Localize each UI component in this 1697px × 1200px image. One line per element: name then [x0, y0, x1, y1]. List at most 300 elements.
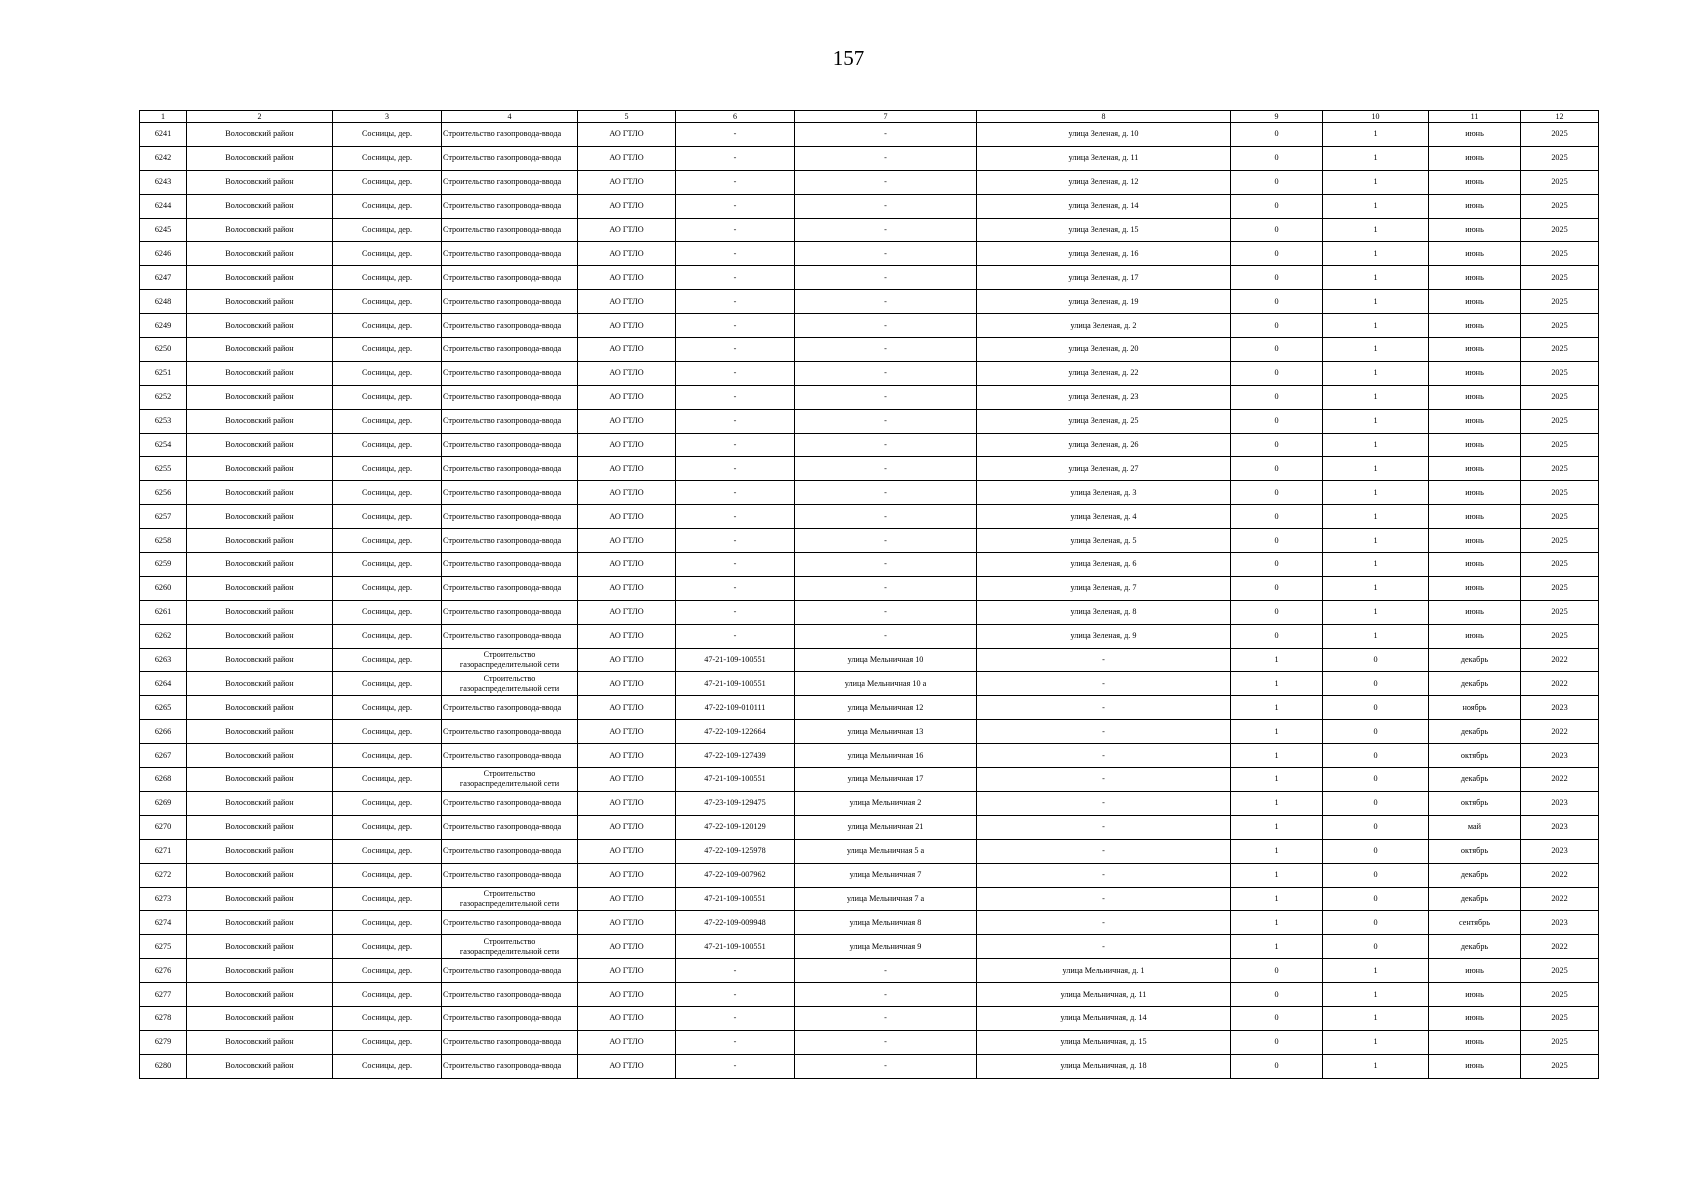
- value-9-cell: 0: [1231, 433, 1323, 457]
- organization-cell: АО ГТЛО: [578, 338, 676, 362]
- value-9-cell: 1: [1231, 815, 1323, 839]
- table-row: [140, 768, 1599, 792]
- organization-cell: АО ГТЛО: [578, 696, 676, 720]
- address-cell: улица Мельничная 12: [795, 696, 977, 720]
- organization-cell: АО ГТЛО: [578, 815, 676, 839]
- settlement-cell: Сосницы, дер.: [333, 839, 442, 863]
- settlement-cell: Сосницы, дер.: [333, 959, 442, 983]
- settlement-cell: Сосницы, дер.: [333, 696, 442, 720]
- table-row: [140, 433, 1599, 457]
- work-type-cell: Строительство газопровода-ввода: [442, 123, 578, 147]
- organization-cell: АО ГТЛО: [578, 457, 676, 481]
- value-9-cell: 0: [1231, 624, 1323, 648]
- district-cell: Волосовский район: [187, 529, 333, 553]
- settlement-cell: Сосницы, дер.: [333, 744, 442, 768]
- settlement-cell: Сосницы, дер.: [333, 361, 442, 385]
- value-10-cell: 1: [1323, 983, 1429, 1007]
- address-cell: улица Мельничная 8: [795, 911, 977, 935]
- value-10-cell: 0: [1323, 672, 1429, 696]
- month-cell: июнь: [1429, 624, 1521, 648]
- month-cell: июнь: [1429, 170, 1521, 194]
- address-cell: -: [795, 266, 977, 290]
- district-cell: Волосовский район: [187, 791, 333, 815]
- row-number-cell: 6269: [140, 791, 187, 815]
- year-cell: 2025: [1521, 194, 1599, 218]
- object-address-cell: улица Зеленая, д. 8: [977, 600, 1231, 624]
- month-cell: июнь: [1429, 266, 1521, 290]
- table-row: [140, 218, 1599, 242]
- contract-number-cell: -: [676, 529, 795, 553]
- row-number-cell: 6258: [140, 529, 187, 553]
- value-9-cell: 1: [1231, 791, 1323, 815]
- organization-cell: АО ГТЛО: [578, 170, 676, 194]
- table-row: [140, 576, 1599, 600]
- object-address-cell: улица Зеленая, д. 20: [977, 338, 1231, 362]
- year-cell: 2025: [1521, 123, 1599, 147]
- address-cell: -: [795, 983, 977, 1007]
- settlement-cell: Сосницы, дер.: [333, 791, 442, 815]
- month-cell: июнь: [1429, 338, 1521, 362]
- district-cell: Волосовский район: [187, 218, 333, 242]
- contract-number-cell: 47-21-109-100551: [676, 672, 795, 696]
- district-cell: Волосовский район: [187, 576, 333, 600]
- work-type-cell: Строительство газораспределительной сети: [442, 935, 578, 959]
- value-10-cell: 1: [1323, 553, 1429, 577]
- value-10-cell: 1: [1323, 505, 1429, 529]
- value-9-cell: 0: [1231, 553, 1323, 577]
- settlement-cell: Сосницы, дер.: [333, 863, 442, 887]
- value-10-cell: 1: [1323, 146, 1429, 170]
- row-number-cell: 6241: [140, 123, 187, 147]
- value-10-cell: 1: [1323, 1006, 1429, 1030]
- settlement-cell: Сосницы, дер.: [333, 242, 442, 266]
- district-cell: Волосовский район: [187, 863, 333, 887]
- settlement-cell: Сосницы, дер.: [333, 1006, 442, 1030]
- month-cell: декабрь: [1429, 768, 1521, 792]
- contract-number-cell: 47-22-109-007962: [676, 863, 795, 887]
- value-10-cell: 0: [1323, 648, 1429, 672]
- work-type-cell: Строительство газораспределительной сети: [442, 768, 578, 792]
- district-cell: Волосовский район: [187, 935, 333, 959]
- address-cell: -: [795, 1054, 977, 1078]
- value-10-cell: 0: [1323, 744, 1429, 768]
- address-cell: -: [795, 959, 977, 983]
- contract-number-cell: 47-22-109-125978: [676, 839, 795, 863]
- address-cell: -: [795, 600, 977, 624]
- value-9-cell: 0: [1231, 385, 1323, 409]
- row-number-cell: 6271: [140, 839, 187, 863]
- row-number-cell: 6265: [140, 696, 187, 720]
- district-cell: Волосовский район: [187, 696, 333, 720]
- object-address-cell: -: [977, 720, 1231, 744]
- table-row: [140, 457, 1599, 481]
- table-row: [140, 505, 1599, 529]
- contract-number-cell: 47-22-109-009948: [676, 911, 795, 935]
- organization-cell: АО ГТЛО: [578, 1030, 676, 1054]
- month-cell: октябрь: [1429, 791, 1521, 815]
- value-10-cell: 0: [1323, 887, 1429, 911]
- object-address-cell: улица Зеленая, д. 11: [977, 146, 1231, 170]
- year-cell: 2022: [1521, 672, 1599, 696]
- settlement-cell: Сосницы, дер.: [333, 529, 442, 553]
- value-9-cell: 0: [1231, 505, 1323, 529]
- object-address-cell: улица Зеленая, д. 9: [977, 624, 1231, 648]
- year-cell: 2025: [1521, 457, 1599, 481]
- month-cell: июнь: [1429, 409, 1521, 433]
- organization-cell: АО ГТЛО: [578, 863, 676, 887]
- settlement-cell: Сосницы, дер.: [333, 338, 442, 362]
- contract-number-cell: -: [676, 600, 795, 624]
- month-cell: июнь: [1429, 983, 1521, 1007]
- row-number-cell: 6246: [140, 242, 187, 266]
- district-cell: Волосовский район: [187, 505, 333, 529]
- value-9-cell: 1: [1231, 887, 1323, 911]
- district-cell: Волосовский район: [187, 170, 333, 194]
- organization-cell: АО ГТЛО: [578, 983, 676, 1007]
- year-cell: 2023: [1521, 791, 1599, 815]
- contract-number-cell: 47-21-109-100551: [676, 768, 795, 792]
- work-type-cell: Строительство газопровода-ввода: [442, 146, 578, 170]
- table-row: [140, 242, 1599, 266]
- row-number-cell: 6249: [140, 314, 187, 338]
- work-type-cell: Строительство газопровода-ввода: [442, 911, 578, 935]
- month-cell: июнь: [1429, 457, 1521, 481]
- district-cell: Волосовский район: [187, 433, 333, 457]
- district-cell: Волосовский район: [187, 266, 333, 290]
- year-cell: 2025: [1521, 576, 1599, 600]
- row-number-cell: 6259: [140, 553, 187, 577]
- organization-cell: АО ГТЛО: [578, 218, 676, 242]
- row-number-cell: 6261: [140, 600, 187, 624]
- month-cell: декабрь: [1429, 935, 1521, 959]
- value-10-cell: 0: [1323, 863, 1429, 887]
- settlement-cell: Сосницы, дер.: [333, 1054, 442, 1078]
- settlement-cell: Сосницы, дер.: [333, 409, 442, 433]
- district-cell: Волосовский район: [187, 768, 333, 792]
- value-9-cell: 0: [1231, 600, 1323, 624]
- address-cell: -: [795, 385, 977, 409]
- district-cell: Волосовский район: [187, 242, 333, 266]
- contract-number-cell: -: [676, 457, 795, 481]
- object-address-cell: улица Зеленая, д. 16: [977, 242, 1231, 266]
- table-row: [140, 314, 1599, 338]
- district-cell: Волосовский район: [187, 648, 333, 672]
- value-10-cell: 1: [1323, 123, 1429, 147]
- table-row: [140, 959, 1599, 983]
- district-cell: Волосовский район: [187, 815, 333, 839]
- row-number-cell: 6260: [140, 576, 187, 600]
- settlement-cell: Сосницы, дер.: [333, 385, 442, 409]
- column-header-8: 8: [977, 111, 1231, 123]
- address-cell: -: [795, 290, 977, 314]
- month-cell: май: [1429, 815, 1521, 839]
- table-row: [140, 696, 1599, 720]
- object-address-cell: -: [977, 696, 1231, 720]
- value-10-cell: 0: [1323, 815, 1429, 839]
- address-cell: улица Мельничная 21: [795, 815, 977, 839]
- column-header-6: 6: [676, 111, 795, 123]
- value-9-cell: 0: [1231, 457, 1323, 481]
- year-cell: 2025: [1521, 242, 1599, 266]
- gas-connection-table: [139, 110, 1599, 1079]
- settlement-cell: Сосницы, дер.: [333, 935, 442, 959]
- settlement-cell: Сосницы, дер.: [333, 887, 442, 911]
- object-address-cell: -: [977, 744, 1231, 768]
- column-header-4: 4: [442, 111, 578, 123]
- table-row: [140, 791, 1599, 815]
- district-cell: Волосовский район: [187, 146, 333, 170]
- district-cell: Волосовский район: [187, 600, 333, 624]
- year-cell: 2025: [1521, 1030, 1599, 1054]
- contract-number-cell: -: [676, 123, 795, 147]
- value-10-cell: 1: [1323, 170, 1429, 194]
- value-9-cell: 0: [1231, 338, 1323, 362]
- table-row: [140, 911, 1599, 935]
- row-number-cell: 6247: [140, 266, 187, 290]
- district-cell: Волосовский район: [187, 409, 333, 433]
- month-cell: июнь: [1429, 290, 1521, 314]
- object-address-cell: улица Зеленая, д. 19: [977, 290, 1231, 314]
- table-row: [140, 290, 1599, 314]
- address-cell: улица Мельничная 10 а: [795, 672, 977, 696]
- object-address-cell: улица Зеленая, д. 3: [977, 481, 1231, 505]
- organization-cell: АО ГТЛО: [578, 576, 676, 600]
- value-10-cell: 1: [1323, 959, 1429, 983]
- address-cell: -: [795, 146, 977, 170]
- table-row: [140, 481, 1599, 505]
- object-address-cell: улица Зеленая, д. 26: [977, 433, 1231, 457]
- month-cell: декабрь: [1429, 720, 1521, 744]
- table-row: [140, 600, 1599, 624]
- organization-cell: АО ГТЛО: [578, 768, 676, 792]
- district-cell: Волосовский район: [187, 338, 333, 362]
- value-9-cell: 1: [1231, 648, 1323, 672]
- settlement-cell: Сосницы, дер.: [333, 505, 442, 529]
- contract-number-cell: -: [676, 338, 795, 362]
- row-number-cell: 6262: [140, 624, 187, 648]
- object-address-cell: -: [977, 791, 1231, 815]
- contract-number-cell: -: [676, 361, 795, 385]
- row-number-cell: 6277: [140, 983, 187, 1007]
- row-number-cell: 6254: [140, 433, 187, 457]
- work-type-cell: Строительство газопровода-ввода: [442, 314, 578, 338]
- value-9-cell: 0: [1231, 983, 1323, 1007]
- year-cell: 2022: [1521, 768, 1599, 792]
- value-10-cell: 0: [1323, 911, 1429, 935]
- row-number-cell: 6280: [140, 1054, 187, 1078]
- address-cell: -: [795, 624, 977, 648]
- organization-cell: АО ГТЛО: [578, 600, 676, 624]
- settlement-cell: Сосницы, дер.: [333, 194, 442, 218]
- work-type-cell: Строительство газопровода-ввода: [442, 433, 578, 457]
- contract-number-cell: -: [676, 385, 795, 409]
- settlement-cell: Сосницы, дер.: [333, 672, 442, 696]
- value-9-cell: 0: [1231, 146, 1323, 170]
- value-10-cell: 1: [1323, 1030, 1429, 1054]
- table-row: [140, 338, 1599, 362]
- address-cell: -: [795, 457, 977, 481]
- year-cell: 2025: [1521, 385, 1599, 409]
- year-cell: 2025: [1521, 553, 1599, 577]
- address-cell: -: [795, 123, 977, 147]
- value-10-cell: 1: [1323, 409, 1429, 433]
- column-header-11: 11: [1429, 111, 1521, 123]
- value-10-cell: 1: [1323, 529, 1429, 553]
- work-type-cell: Строительство газопровода-ввода: [442, 290, 578, 314]
- object-address-cell: улица Зеленая, д. 4: [977, 505, 1231, 529]
- year-cell: 2025: [1521, 529, 1599, 553]
- year-cell: 2025: [1521, 266, 1599, 290]
- organization-cell: АО ГТЛО: [578, 839, 676, 863]
- row-number-cell: 6250: [140, 338, 187, 362]
- value-10-cell: 1: [1323, 194, 1429, 218]
- table-row: [140, 361, 1599, 385]
- row-number-cell: 6279: [140, 1030, 187, 1054]
- district-cell: Волосовский район: [187, 744, 333, 768]
- district-cell: Волосовский район: [187, 385, 333, 409]
- contract-number-cell: -: [676, 170, 795, 194]
- value-9-cell: 0: [1231, 1006, 1323, 1030]
- address-cell: -: [795, 1006, 977, 1030]
- year-cell: 2022: [1521, 648, 1599, 672]
- table-row: [140, 815, 1599, 839]
- district-cell: Волосовский район: [187, 720, 333, 744]
- organization-cell: АО ГТЛО: [578, 146, 676, 170]
- year-cell: 2022: [1521, 863, 1599, 887]
- value-9-cell: 0: [1231, 481, 1323, 505]
- address-cell: -: [795, 481, 977, 505]
- year-cell: 2025: [1521, 983, 1599, 1007]
- settlement-cell: Сосницы, дер.: [333, 314, 442, 338]
- contract-number-cell: 47-21-109-100551: [676, 887, 795, 911]
- table-row: [140, 983, 1599, 1007]
- table-row: [140, 409, 1599, 433]
- value-9-cell: 0: [1231, 194, 1323, 218]
- address-cell: -: [795, 242, 977, 266]
- address-cell: -: [795, 314, 977, 338]
- district-cell: Волосовский район: [187, 1030, 333, 1054]
- object-address-cell: -: [977, 887, 1231, 911]
- organization-cell: АО ГТЛО: [578, 505, 676, 529]
- year-cell: 2022: [1521, 720, 1599, 744]
- month-cell: сентябрь: [1429, 911, 1521, 935]
- month-cell: июнь: [1429, 242, 1521, 266]
- object-address-cell: улица Зеленая, д. 27: [977, 457, 1231, 481]
- year-cell: 2025: [1521, 170, 1599, 194]
- address-cell: улица Мельничная 17: [795, 768, 977, 792]
- object-address-cell: улица Зеленая, д. 2: [977, 314, 1231, 338]
- address-cell: -: [795, 576, 977, 600]
- row-number-cell: 6243: [140, 170, 187, 194]
- month-cell: декабрь: [1429, 863, 1521, 887]
- value-9-cell: 0: [1231, 576, 1323, 600]
- row-number-cell: 6276: [140, 959, 187, 983]
- value-10-cell: 1: [1323, 1054, 1429, 1078]
- value-9-cell: 1: [1231, 863, 1323, 887]
- table-row: [140, 123, 1599, 147]
- year-cell: 2025: [1521, 361, 1599, 385]
- work-type-cell: Строительство газопровода-ввода: [442, 457, 578, 481]
- month-cell: июнь: [1429, 433, 1521, 457]
- object-address-cell: -: [977, 839, 1231, 863]
- district-cell: Волосовский район: [187, 839, 333, 863]
- year-cell: 2025: [1521, 600, 1599, 624]
- contract-number-cell: -: [676, 194, 795, 218]
- row-number-cell: 6248: [140, 290, 187, 314]
- organization-cell: АО ГТЛО: [578, 911, 676, 935]
- month-cell: июнь: [1429, 385, 1521, 409]
- work-type-cell: Строительство газопровода-ввода: [442, 959, 578, 983]
- value-9-cell: 0: [1231, 290, 1323, 314]
- contract-number-cell: -: [676, 146, 795, 170]
- value-10-cell: 1: [1323, 361, 1429, 385]
- page-number: 157: [832, 46, 865, 70]
- organization-cell: АО ГТЛО: [578, 242, 676, 266]
- row-number-cell: 6253: [140, 409, 187, 433]
- value-10-cell: 0: [1323, 791, 1429, 815]
- object-address-cell: улица Мельничная, д. 14: [977, 1006, 1231, 1030]
- object-address-cell: улица Мельничная, д. 15: [977, 1030, 1231, 1054]
- row-number-cell: 6264: [140, 672, 187, 696]
- row-number-cell: 6275: [140, 935, 187, 959]
- month-cell: июнь: [1429, 600, 1521, 624]
- value-9-cell: 0: [1231, 123, 1323, 147]
- address-cell: улица Мельничная 16: [795, 744, 977, 768]
- month-cell: июнь: [1429, 576, 1521, 600]
- organization-cell: АО ГТЛО: [578, 791, 676, 815]
- work-type-cell: Строительство газопровода-ввода: [442, 266, 578, 290]
- work-type-cell: Строительство газораспределительной сети: [442, 887, 578, 911]
- organization-cell: АО ГТЛО: [578, 935, 676, 959]
- year-cell: 2025: [1521, 218, 1599, 242]
- month-cell: октябрь: [1429, 839, 1521, 863]
- district-cell: Волосовский район: [187, 290, 333, 314]
- value-9-cell: 0: [1231, 361, 1323, 385]
- year-cell: 2023: [1521, 696, 1599, 720]
- value-9-cell: 0: [1231, 529, 1323, 553]
- row-number-cell: 6256: [140, 481, 187, 505]
- settlement-cell: Сосницы, дер.: [333, 983, 442, 1007]
- value-9-cell: 0: [1231, 409, 1323, 433]
- table-row: [140, 553, 1599, 577]
- value-10-cell: 0: [1323, 839, 1429, 863]
- settlement-cell: Сосницы, дер.: [333, 146, 442, 170]
- address-cell: улица Мельничная 7 а: [795, 887, 977, 911]
- column-header-7: 7: [795, 111, 977, 123]
- work-type-cell: Строительство газопровода-ввода: [442, 170, 578, 194]
- district-cell: Волосовский район: [187, 361, 333, 385]
- year-cell: 2025: [1521, 1006, 1599, 1030]
- district-cell: Волосовский район: [187, 1054, 333, 1078]
- table-row: [140, 385, 1599, 409]
- value-10-cell: 1: [1323, 433, 1429, 457]
- contract-number-cell: 47-21-109-100551: [676, 935, 795, 959]
- object-address-cell: -: [977, 911, 1231, 935]
- value-10-cell: 0: [1323, 696, 1429, 720]
- month-cell: июнь: [1429, 1030, 1521, 1054]
- district-cell: Волосовский район: [187, 314, 333, 338]
- settlement-cell: Сосницы, дер.: [333, 481, 442, 505]
- value-10-cell: 1: [1323, 338, 1429, 362]
- year-cell: 2025: [1521, 1054, 1599, 1078]
- row-number-cell: 6266: [140, 720, 187, 744]
- contract-number-cell: 47-21-109-100551: [676, 648, 795, 672]
- address-cell: -: [795, 170, 977, 194]
- value-9-cell: 0: [1231, 218, 1323, 242]
- contract-number-cell: 47-22-109-120129: [676, 815, 795, 839]
- work-type-cell: Строительство газопровода-ввода: [442, 338, 578, 362]
- organization-cell: АО ГТЛО: [578, 194, 676, 218]
